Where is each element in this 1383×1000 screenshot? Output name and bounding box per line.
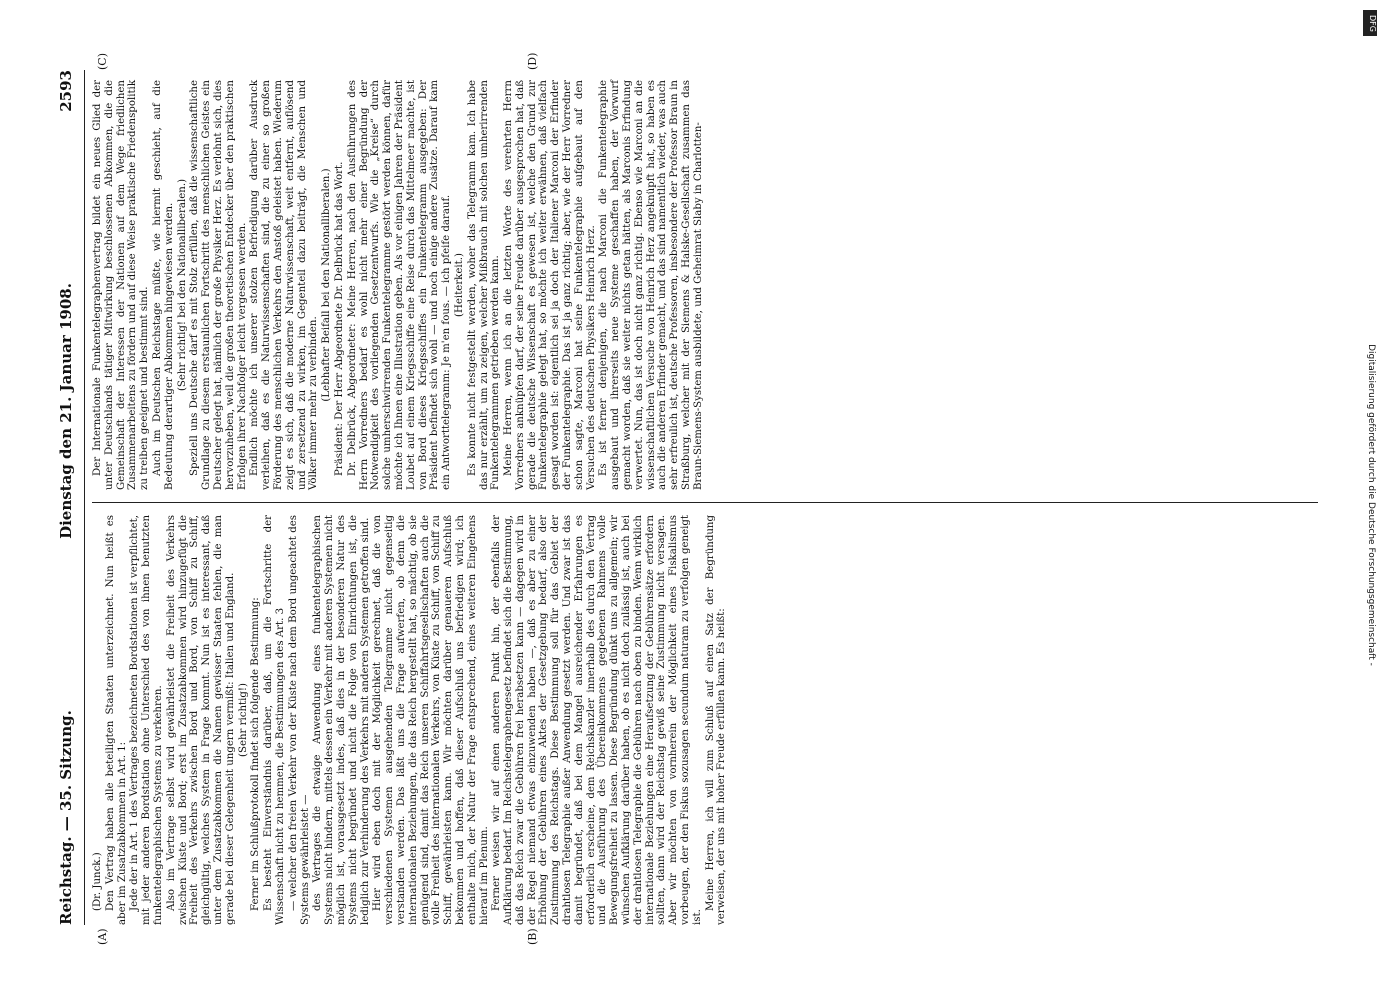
paragraph: Endlich möchte ich unserer stolzen Befriedigung darüber Ausdruck verleihen, daß es die Naturwissenschaften sind, die zu einer so großen Förderung des menschlichen Verkehrs den Anstoß geleistet haben. Wiederum zeigt es sich, daß die moderne Naturwissenschaft, weit entfernt, auflösend und zersetzend zu wirken, im Gegenteil dazu beiträgt, die Menschen und Völker immer mehr zu verbinden. (249, 80, 320, 490)
header-left: Reichstag. — 35. Sitzung. (57, 710, 75, 925)
quote-paragraph: Es besteht Einverständnis darüber, daß, um die Fortschritte der Wissenschaft nicht zu hemmen, die Bestimmungen des Art. 3 (263, 515, 286, 925)
paragraph: Den Vertrag haben alle beteiligten Staaten unterzeichnet. Nun heißt es aber im Zusatzabkommen in Art. 1: (104, 515, 128, 925)
header-center: Dienstag den 21. Januar 1908. (57, 283, 75, 539)
quote-paragraph: Jede der in Art. 1 des Vertrages bezeichneten Bordstationen ist verpflichtet, mit jeder anderen Bordstation ohne Unterschied des von ihnen benutzten funkentelegraphischen Systems zu verkehren. (129, 515, 164, 925)
quote-paragraph: Der Internationale Funkentelegraphenvertrag bildet ein neues Glied der unter Deutschlands tätiger Mitwirkung beschlossenen Abkommen, die die Gemeinschaft der Interessen der Nationen auf dem Wege friedlichen Zusammenarbeitens zu fördern und auf diese Weise praktische Friedenspolitik zu treiben geeignet und bestimmt sind. (92, 80, 151, 490)
page-header (52, 70, 80, 925)
dfg-logo: DFG (1363, 10, 1377, 36)
margin-mark-b: (B) (526, 928, 539, 945)
paragraph: Also im Vertrage selbst wird gewährleistet die Freiheit des Verkehrs zwischen Küste und Bord; erst im Zusatzabkommen wird hinzugefügt die Freiheit des Verkehrs zwischen Bord und Bord, von Schiff zu Schiff, gleichgültig, welches System in Frage kommt. Nun ist es interessant, daß unter dem Zusatzabkommen die Namen gewisser Staaten fehlen, die man gerade bei dieser Gelegenheit ungern vermißt: Italien und England. (165, 515, 236, 925)
interjection: (Sehr richtig! bei den Nationalliberalen.) (176, 178, 188, 392)
paragraph: Hier wird eben doch mit der Möglichkeit gerechnet, daß die von verschiedenen Systemen ausgehenden Telegramme nicht gegenseitig verstanden werden. Das läßt uns die Frage aufwerfen, ob denn die internationalen Beziehungen, die das Reich hergestellt hat, so mächtig, ob sie genügend sind, damit das Reich unseren Schiffahrtsgesellschaften auch die volle Freiheit des internationalen Verkehrs, von Küste zu Schiff, von Schiff zu Schiff, gewährleisten kann. Wir möchten darüber genaueren Aufschluß bekommen und hoffen, daß dieser Aufschluß uns befriedigen wird; ich enthalte mich, der Natur der Frage entsprechend, eines weiteren Eingehens hierauf im Plenum. (372, 515, 490, 925)
paragraph: Ferner im Schlußprotokoll findet sich folgende Bestimmung: (250, 597, 262, 911)
column-left (92, 515, 1318, 925)
side-strip (1361, 10, 1381, 1000)
paragraph: Meine Herren, ich will zum Schluß auf einen Satz der Begründung verweisen, der uns mit hoher Freude erfüllen kann. Es heißt: (704, 515, 728, 925)
digitization-note: Digitalisierung gefördert durch die Deutsche Forschungsgemeinschaft - (1366, 344, 1376, 666)
paragraph: Auch im Deutschen Reichstage müßte, wie hiermit geschieht, auf die Bedeutung derartiger Abkommen hingewiesen werden. (151, 80, 175, 490)
interjection: (Heiterkeit.) (453, 253, 465, 317)
paragraph: Speziell uns Deutsche darf es mit Stolz erfüllen, daß die wissenschaftliche Grundlage zu diesem erstaunlichen Fortschritt des menschlichen Geistes ein Deutscher gelegt hat, nämlich der große Physiker Herz. Es verlohnt sich, dies hervorzuheben, weil die großen theoretischen Entdecker über den praktischen Erfolgen ihrer Nachfolger leicht vergessen werden. (189, 80, 248, 490)
margin-mark-c: (C) (96, 53, 109, 70)
paragraph: Ferner weisen wir auf einen anderen Punkt hin, der ebenfalls der Aufklärung bedarf. Im Reichstelegraphengesetz befindet sich die Bestimmung, daß das Reich zwar die Gebühren frei herabsetzen kann — dagegen wird in der Regel niemand etwas einzuwenden haben —, daß es aber zu einer Erhöhung der Gebühren eines Aktes der Gesetzgebung bedarf, also der Zustimmung des Reichstags. Diese Bestimmung soll für das Gebiet der drahtlosen Telegraphie außer Anwendung gesetzt werden. Und zwar ist das damit begründet, daß bei dem Mangel ausreichender Erfahrungen es erforderlich erscheine, dem Reichskanzler innerhalb des durch den Vertrag und die Ausführung des Übereinkommens gegebenen Rahmens volle Bewegungsfreiheit zu lassen. Diese Begründung dünkt uns zu allgemein; wir wünschen Aufklärung darüber haben, ob es nicht doch zulässig ist, auch bei der drahtlosen Telegraphie die Gebühren nach oben zu binden. Wenn wirklich internationale Beziehungen eine Heraufsetzung der Gebührensätze erfordern sollten, dann wird der Reichstag gewiß seine Zustimmung nicht versagen. Aber wir möchten von vornherein der Möglichkeit eines Fiskalismus vorbeugen, der den Fiskus sozusagen secundum naturam zu verfolgen geneigt ist. (491, 515, 703, 925)
column-right (92, 80, 1318, 490)
margin-mark-a: (A) (96, 928, 109, 945)
paragraph: Präsident: Der Herr Abgeordnete Dr. Delbrück hat das Wort. (333, 161, 345, 476)
quote-paragraph: des Vertrages die etwaige Anwendung eines funkentelegraphischen Systems nicht hindern, mittels dessen ein Verkehr mit anderen Systemen nicht möglich ist, vorausgesetzt indes, daß dies in der besonderen Natur des Systems nicht begründet und nicht die Folge von Einrichtungen ist, die lediglich zur Verhinderung des Verkehrs mit anderen Systemen getroffen sind. (312, 515, 371, 925)
page-number: 2593 (57, 70, 75, 112)
paragraph: Dr. Delbrück, Abgeordneter: Meine Herren, nach den Ausführungen des Herrn Vorredners bedarf es wohl nicht mehr einer Begründung der Notwendigkeit des vorliegenden Gesetzentwurfs. Wie die „Kreise“ durch solche umherschwirrenden Funkentelegramme gestört werden können, dafür möchte ich Ihnen eine Illustration geben. Als vor einigen Jahren der Präsident Loubet auf einem Kriegsschiffe eine Reise durch das Mittelmeer machte, ist von Bord dieses Kriegsschiffes ein Funkentelegramm ausgegeben: Der Präsident befindet sich wohl — und noch einige andere Zusätze. Darauf kam ein Antworttelegramm: Je m'en fous. — ich pfeife darauf. (346, 80, 453, 490)
paragraph: Meine Herren, wenn ich an die letzten Worte des verehrten Herrn Vorredners anknüpfen darf, der seine Freude darüber ausgesprochen hat, daß gerade die deutsche Wissenschaft es gewesen ist, welche den Grund zur Funkentelegraphie gelegt hat, so möchte ich weiter erwähnen, daß vielfach gesagt worden ist: eigentlich sei ja doch der Italiener Marconi der Erfinder der Funkentelegraphie. Das ist ja ganz richtig; aber, wie der Herr Vorredner schon sagte, Marconi hat seine Funkentelegraphie aufgebaut auf den Versuchen des deutschen Physikers Heinrich Herz. (503, 80, 597, 490)
column-divider (92, 502, 1318, 503)
paragraph: Es ist ferner denjenigen, die nach Marconi die Funkentelegraphie ausgebaut und ihrerseits neue Systeme geschaffen haben, der Vorwurf gemacht worden, daß sie weiter nichts getan hätten, als Marconis Erfindung verwertet. Nun, das ist doch nicht ganz richtig. Ebenso wie Marconi an die wissenschaftlichen Versuche von Heinrich Herz angeknüpft hat, so haben es auch die anderen Erfinder gemacht, und das sind namentlich wieder, was auch sehr erfreulich ist, deutsche Professoren, insbesondere der Professor Braun in Straßburg, welcher mit der Siemens & Halske-Gesellschaft zusammen das Braun-Siemens-System ausbildete, und Geheimrat Slaby in Charlotten- (598, 80, 704, 490)
paragraph: (Dr. Junck.) (92, 852, 103, 911)
rotated-page (46, 50, 1336, 950)
paragraph: Es konnte nicht festgestellt werden, woher das Telegramm kam. Ich habe das nur erzählt, um zu zeigen, welcher Mißbrauch mit solchen umherirrenden Funkentelegrammen getrieben werden kann. (466, 80, 502, 490)
interjection: (Lebhafter Beifall bei den Nationalliberalen.) (321, 168, 333, 402)
quote-paragraph: — welcher den freien Verkehr von der Küste nach dem Bord ungeachtet des Systems gewährleistet — (287, 515, 311, 925)
margin-mark-d: (D) (526, 52, 539, 70)
interjection: (Sehr richtig!) (237, 683, 249, 757)
header-rule (84, 70, 85, 925)
